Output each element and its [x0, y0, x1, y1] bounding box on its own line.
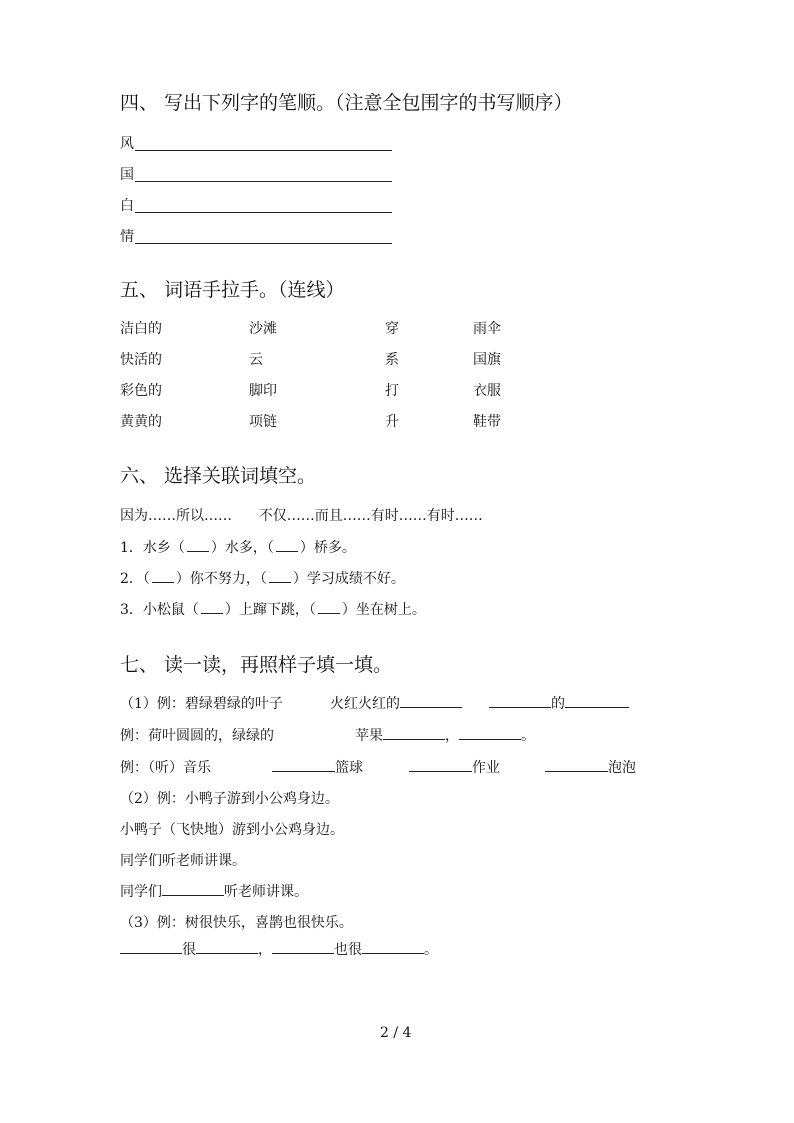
example-3-b: [272, 757, 363, 777]
example-9-a: 很: [182, 942, 196, 958]
example-6-line: 同学们听老师讲课。: [120, 853, 246, 869]
example-2-b: [355, 725, 535, 745]
q3-part-c: ）坐在树上。: [341, 602, 426, 618]
q1-part-a: 1．水乡（: [120, 540, 185, 556]
stroke-line-1[interactable]: [135, 150, 392, 151]
blank[interactable]: [459, 727, 521, 740]
stroke-char-2: 国: [120, 167, 134, 183]
example-1-c: [489, 693, 629, 713]
stroke-line-2[interactable]: [135, 181, 392, 182]
example-3-d-text: 泡泡: [608, 760, 636, 776]
example-5-line: 小鸭子（飞快地）游到小公鸡身边。: [120, 822, 344, 838]
example-2-period: 。: [521, 728, 535, 744]
example-7-line: [120, 881, 308, 901]
blank[interactable]: [362, 941, 424, 954]
blank[interactable]: [196, 941, 258, 954]
blank[interactable]: [565, 695, 629, 708]
stroke-char-1: 风: [120, 136, 134, 152]
match-col2-item[interactable]: 云: [249, 352, 263, 368]
q2-part-a: 2．（: [120, 571, 150, 587]
match-col2-item[interactable]: 项链: [249, 414, 277, 430]
q1-blank-1[interactable]: [187, 539, 209, 552]
example-4-line: （2）例：小鸭子游到小公鸡身边。: [120, 791, 339, 807]
q2-blank-2[interactable]: [269, 570, 291, 583]
q3-blank-2[interactable]: [318, 601, 340, 614]
page-number: 2 / 4: [380, 1025, 412, 1041]
connective-options: 因为……所以…… 不仅……而且……有时……有时……: [120, 508, 483, 524]
match-col2-item[interactable]: 沙滩: [249, 321, 277, 337]
example-1-c-text: 的: [551, 696, 565, 712]
match-col3-item[interactable]: 升: [385, 414, 399, 430]
q2-blank-1[interactable]: [152, 570, 174, 583]
example-2-comma: ，: [445, 728, 459, 744]
stroke-char-4: 情: [120, 229, 134, 245]
example-9-b: ，: [258, 942, 272, 958]
example-2-a: 例：荷叶圆圆的，绿绿的: [120, 728, 274, 744]
example-1-b-text: 火红火红的: [330, 696, 400, 712]
section-4-title: 四、 写出下列字的笔顺。（注意全包围字的书写顺序）: [120, 92, 573, 114]
example-9-line: [120, 939, 438, 959]
connective-question-2: [120, 568, 405, 588]
example-3-b-text: 篮球: [335, 760, 363, 776]
blank[interactable]: [272, 759, 335, 772]
blank[interactable]: [545, 759, 608, 772]
blank[interactable]: [383, 727, 445, 740]
q3-blank-1[interactable]: [201, 601, 223, 614]
match-col4-item[interactable]: 衣服: [473, 383, 501, 399]
connective-question-3: [120, 599, 426, 619]
example-1-b: [330, 693, 462, 713]
match-col1-item[interactable]: 快活的: [120, 352, 162, 368]
section-7-title: 七、 读一读，再照样子填一填。: [120, 654, 393, 676]
q2-part-b: ）你不努力，（: [175, 571, 267, 587]
q1-blank-2[interactable]: [276, 539, 298, 552]
blank[interactable]: [409, 759, 472, 772]
blank[interactable]: [400, 695, 462, 708]
example-3-a: 例：（听）音乐: [120, 760, 211, 776]
blank[interactable]: [272, 941, 334, 954]
match-col4-item[interactable]: 雨伞: [473, 321, 501, 337]
match-col3-item[interactable]: 打: [385, 383, 399, 399]
section-6-title: 六、 选择关联词填空。: [120, 465, 317, 487]
q3-part-a: 3．小松鼠（: [120, 602, 199, 618]
example-2-b-text: 苹果: [355, 728, 383, 744]
example-8-line: （3）例：树很快乐，喜鹊也很快乐。: [120, 915, 353, 931]
example-3-c: [409, 757, 500, 777]
q1-part-c: ）桥多。: [299, 540, 356, 556]
stroke-line-4[interactable]: [135, 243, 392, 244]
match-col4-item[interactable]: 鞋带: [473, 414, 501, 430]
example-3-c-text: 作业: [472, 760, 500, 776]
stroke-line-3[interactable]: [135, 212, 392, 213]
match-col2-item[interactable]: 脚印: [249, 383, 277, 399]
match-col4-item[interactable]: 国旗: [473, 352, 501, 368]
example-9-c: 也很: [334, 942, 362, 958]
q3-part-b: ）上蹿下跳，（: [224, 602, 316, 618]
match-col3-item[interactable]: 穿: [385, 321, 399, 337]
blank[interactable]: [120, 941, 182, 954]
stroke-char-3: 白: [120, 198, 134, 214]
example-7-b: 听老师讲课。: [224, 884, 308, 900]
example-1-a: （1）例：碧绿碧绿的叶子: [120, 696, 283, 712]
match-col1-item[interactable]: 黄黄的: [120, 414, 162, 430]
match-col1-item[interactable]: 洁白的: [120, 321, 162, 337]
section-5-title: 五、 词语手拉手。（连线）: [120, 279, 345, 301]
example-7-a: 同学们: [120, 884, 162, 900]
example-3-d: [545, 757, 636, 777]
q1-part-b: ）水多，（: [210, 540, 274, 556]
match-col1-item[interactable]: 彩色的: [120, 383, 162, 399]
q2-part-c: ）学习成绩不好。: [292, 571, 405, 587]
match-col3-item[interactable]: 系: [385, 352, 399, 368]
blank[interactable]: [162, 883, 224, 896]
blank[interactable]: [489, 695, 551, 708]
example-9-d: 。: [424, 942, 438, 958]
connective-question-1: [120, 537, 356, 557]
